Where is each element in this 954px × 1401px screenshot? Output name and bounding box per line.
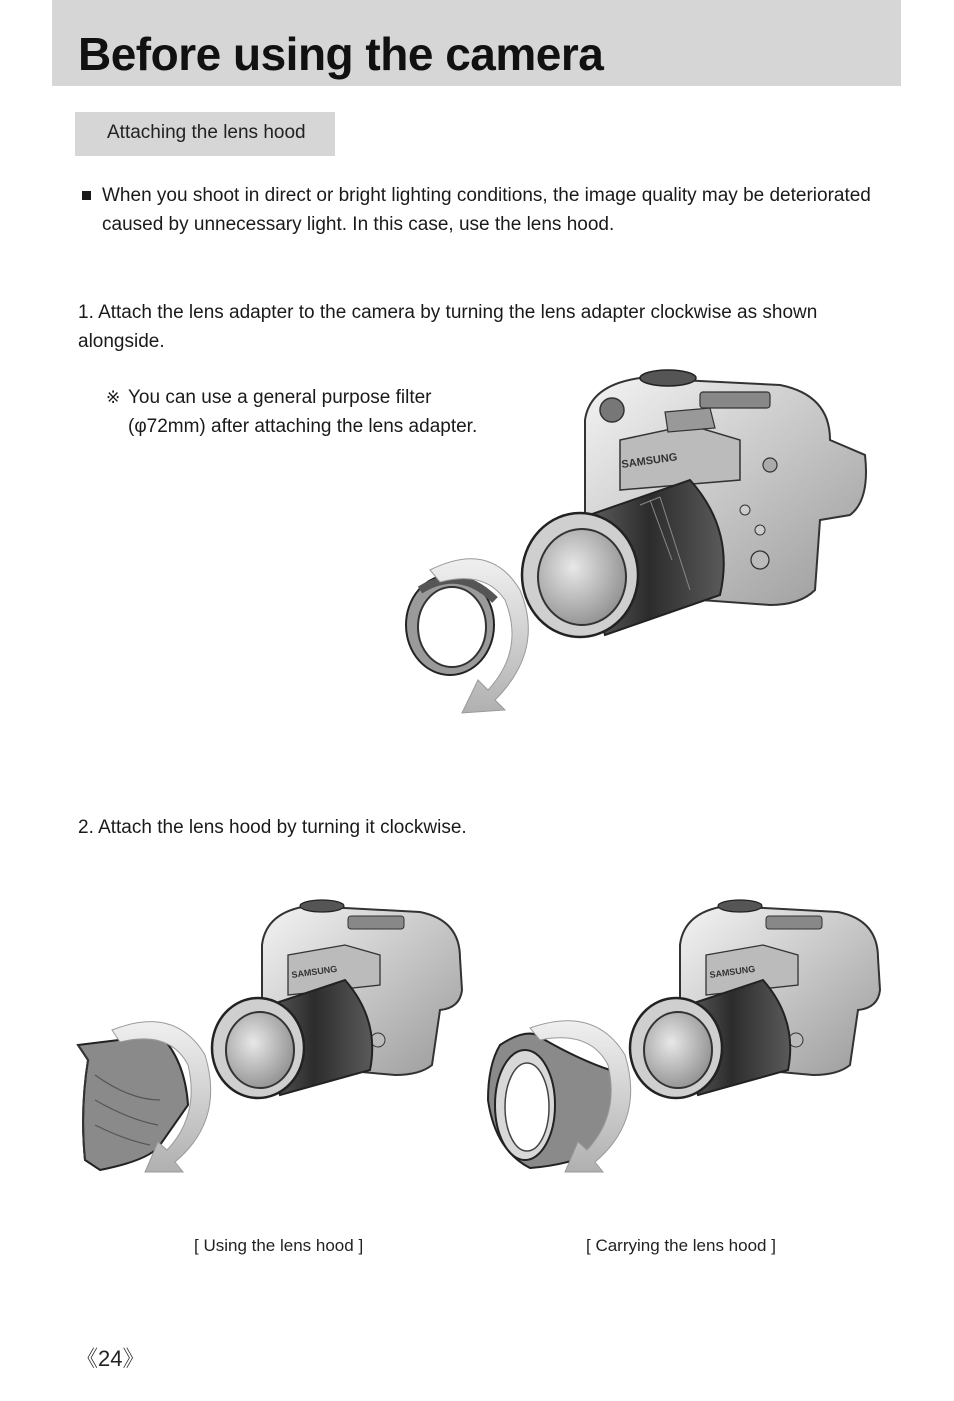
camera-lens-1 bbox=[522, 480, 724, 637]
note-mark: ※ bbox=[106, 388, 121, 407]
camera-brand-1: SAMSUNG bbox=[620, 451, 679, 471]
lens-adapter-ring bbox=[406, 575, 495, 675]
step-2-text: 2. Attach the lens hood by turning it clockwise. bbox=[78, 817, 467, 838]
camera-brand-3: SAMSUNG bbox=[708, 963, 756, 980]
bullet-text: When you shoot in direct or bright lighting conditions, the image quality may be deteriorated caused by unnecessary light. In this case, use the lens hood. bbox=[102, 185, 871, 235]
camera-lens-3 bbox=[630, 980, 790, 1098]
note-text: You can use a general purpose filter (φ72mm) after attaching the lens adapter. bbox=[128, 387, 478, 437]
caption-carrying: [ Carrying the lens hood ] bbox=[586, 1236, 776, 1255]
page-title: Before using the camera bbox=[78, 28, 604, 80]
camera-lens-2 bbox=[212, 980, 372, 1098]
section-tab-label: Attaching the lens hood bbox=[107, 122, 306, 143]
camera-brand-2: SAMSUNG bbox=[290, 963, 338, 980]
step-1-text: 1. Attach the lens adapter to the camera by turning the lens adapter clockwise as shown alongside. bbox=[78, 302, 818, 352]
page-number: 《24》 bbox=[76, 1346, 145, 1371]
caption-using: [ Using the lens hood ] bbox=[194, 1236, 364, 1255]
